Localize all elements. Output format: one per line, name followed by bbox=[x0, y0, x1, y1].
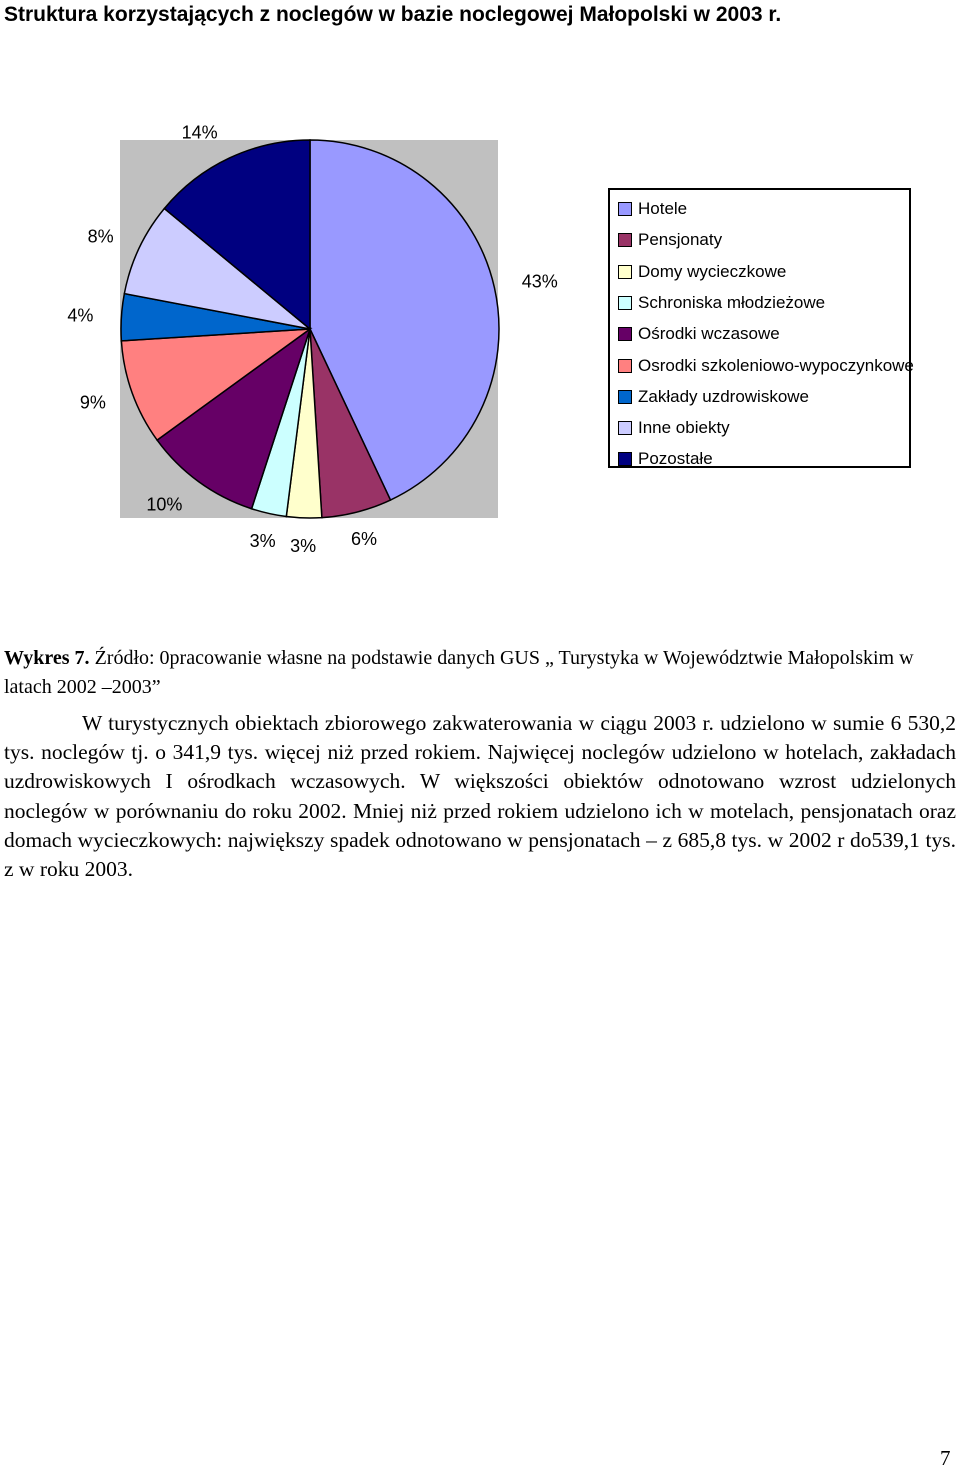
legend-item bbox=[618, 415, 730, 441]
legend-swatch bbox=[618, 390, 632, 404]
legend-label: Zakłady uzdrowiskowe bbox=[638, 386, 810, 406]
slice-label-7: 4% bbox=[67, 305, 94, 326]
chart-title: Struktura korzystających z noclegów w bazie noclegowej Małopolski w 2003 r. bbox=[4, 3, 782, 26]
legend-swatch bbox=[618, 202, 632, 216]
legend-item bbox=[618, 353, 914, 379]
legend-item bbox=[618, 446, 713, 472]
legend-label: Hotele bbox=[638, 199, 688, 218]
legend-label: Pozostałe bbox=[638, 449, 713, 469]
legend-swatch bbox=[618, 359, 632, 373]
body-paragraph: W turystycznych obiektach zbiorowego zakwaterowania w ciągu 2003 r. udzielono w sumie 6 530,2 tys. noclegów tj. o 341,9 tys. więcej niż przed rokiem. Najwięcej noclegów udzielono w hotelach, zakładach uzdrowiskowych I ośrodkach wczasowych. W większości obiektów odnotowano wzrost udzielonych noclegów w porównaniu do roku 2002. Mniej niż przed rokiem udzielono ich w motelach, pensjonatach oraz domach wycieczkowych: największy spadek odnotowano w pensjonatach – z 685,8 tys. w 2002 r do539,1 tys. z w roku 2003. bbox=[4, 711, 956, 882]
legend-swatch bbox=[618, 421, 632, 435]
slice-label-6: 9% bbox=[79, 392, 106, 413]
legend-item bbox=[618, 259, 786, 285]
legend-item bbox=[618, 321, 780, 347]
caption-label: Wykres 7. bbox=[4, 647, 90, 669]
legend-swatch bbox=[618, 296, 632, 310]
slice-label-4: 3% bbox=[249, 530, 276, 551]
slice-label-8: 8% bbox=[87, 226, 114, 247]
legend-label: Schroniska młodzieżowe bbox=[638, 292, 826, 312]
legend-swatch bbox=[618, 233, 632, 247]
slice-label-1: 43% bbox=[521, 271, 558, 292]
caption-source: Źródło: 0pracowanie własne na podstawie danych GUS „ Turystyka w Województwie Małopolskim w latach 2002 –2003” bbox=[4, 647, 914, 698]
page-number: 7 bbox=[940, 1446, 951, 1470]
legend-item bbox=[618, 227, 722, 253]
legend-label: Ośrodki wczasowe bbox=[638, 324, 780, 344]
legend-label: Domy wycieczkowe bbox=[638, 261, 787, 281]
legend-swatch bbox=[618, 265, 632, 279]
legend-label: Osrodki szkoleniowo-wypoczynkowe bbox=[638, 355, 914, 375]
slice-label-3: 3% bbox=[290, 535, 317, 556]
legend-item bbox=[618, 384, 809, 410]
legend-item bbox=[618, 196, 687, 222]
slice-label-2: 6% bbox=[350, 529, 377, 550]
pie-slices bbox=[121, 140, 499, 518]
legend-label: Inne obiekty bbox=[638, 418, 730, 438]
slice-label-9: 14% bbox=[181, 122, 218, 143]
legend-swatch bbox=[618, 452, 632, 466]
chart-legend bbox=[608, 188, 914, 469]
legend-item bbox=[618, 290, 825, 316]
legend-label: Pensjonaty bbox=[638, 230, 723, 250]
figure-caption bbox=[4, 644, 954, 702]
legend-swatch bbox=[618, 327, 632, 341]
slice-label-5: 10% bbox=[146, 494, 183, 515]
